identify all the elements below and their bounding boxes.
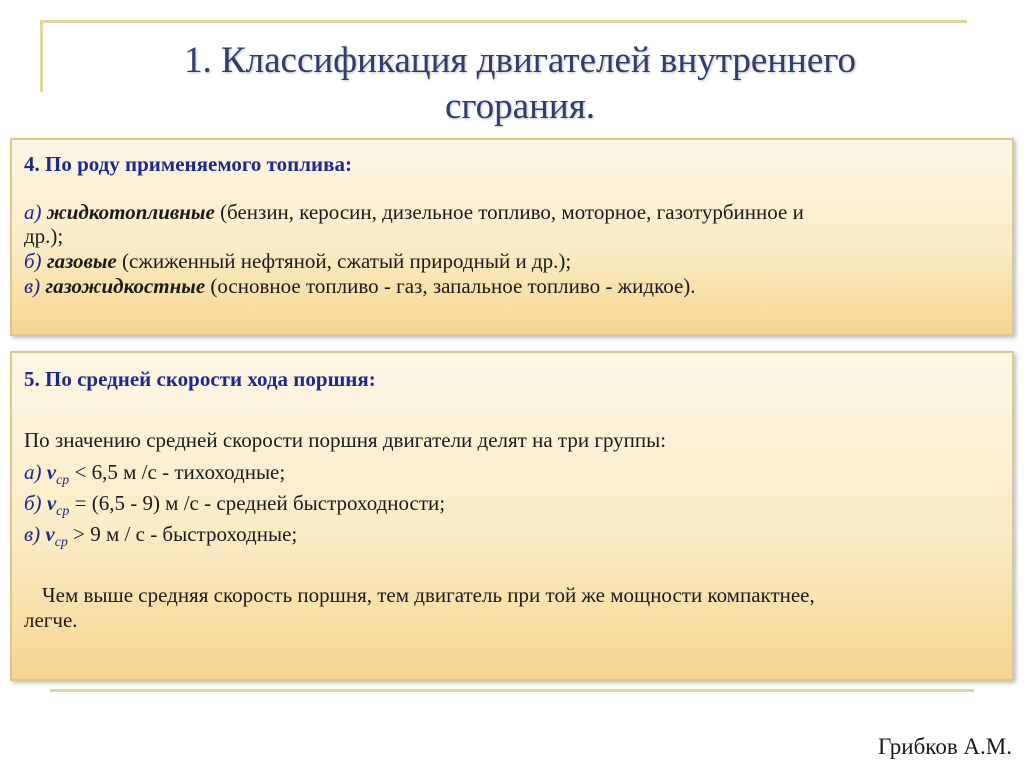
section5-item-a: [24, 459, 1000, 494]
section5-conclusion-line2: легче.: [24, 608, 78, 632]
item-b-text: (сжиженный нефтяной, сжатый природный и др.);: [116, 249, 572, 273]
speed-c-text: > 9 м / с - быстроходные;: [67, 522, 298, 546]
speed-b-marker: б): [24, 491, 42, 515]
top-decorative-rule: [40, 20, 967, 23]
title-line-1: 1. Классификация двигателей внутреннего: [183, 40, 857, 81]
item-b-marker: б): [24, 249, 42, 273]
section5-item-c: [24, 521, 1000, 556]
section5-conclusion-line1: Чем выше средняя скорость поршня, тем двигатель при той же мощности компактнее,: [42, 583, 815, 607]
section5-heading: 5. По средней скорости хода поршня:: [24, 367, 376, 391]
item-c-term: газожидкостные: [45, 274, 206, 298]
item-a-term: жидкотопливные: [46, 200, 215, 224]
piston-speed-section: [10, 351, 1014, 681]
author-name: Грибков А.М.: [877, 734, 1012, 759]
speed-a-text: < 6,5 м /с - тихоходные;: [69, 460, 286, 484]
item-a-marker: а): [24, 200, 42, 224]
speed-b-text: = (6,5 - 9) м /с - средней быстроходности;: [69, 491, 446, 515]
item-c-marker: в): [24, 274, 41, 298]
section4-item-c: [24, 273, 1000, 300]
speed-c-marker: в): [24, 522, 41, 546]
speed-symbol: v: [45, 522, 55, 546]
speed-symbol: v: [46, 491, 57, 515]
item-a-text: (бензин, керосин, дизельное топливо, моторное, газотурбинное и: [214, 200, 804, 224]
item-b-term: газовые: [46, 249, 117, 273]
speed-symbol: v: [46, 460, 57, 484]
title-line-2: сгорания.: [445, 86, 595, 127]
section4-item-b: [24, 248, 1000, 275]
section5-intro: По значению средней скорости поршня двигатели делят на три группы:: [24, 428, 667, 452]
section4-heading: 4. По роду применяемого топлива:: [24, 152, 352, 176]
speed-subscript: ср: [56, 504, 70, 519]
item-c-text: (основное топливо - газ, запальное топливо - жидкое).: [205, 274, 696, 298]
left-decorative-rule: [40, 20, 43, 92]
fuel-type-section: [10, 138, 1014, 336]
section4-item-a-cont: др.);: [24, 224, 64, 248]
speed-a-marker: а): [24, 460, 42, 484]
section4-item-a: [24, 199, 1000, 226]
bottom-decorative-rule: [50, 689, 974, 692]
slide-title: [120, 38, 920, 130]
speed-subscript: ср: [56, 473, 70, 488]
speed-subscript: ср: [54, 535, 68, 550]
section5-item-b: [24, 490, 1000, 525]
